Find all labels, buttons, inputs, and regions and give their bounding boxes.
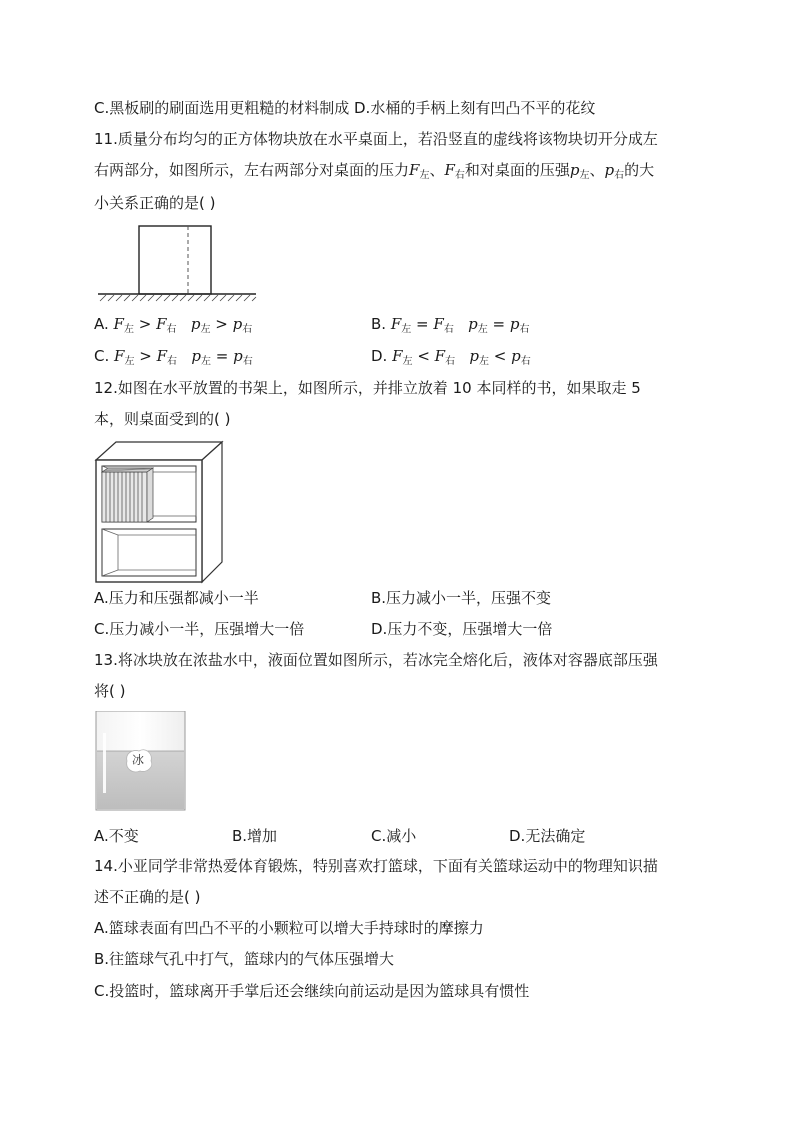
q14-option-b[interactable]: B.往篮球气孔中打气，篮球内的气体压强增大 <box>94 950 395 968</box>
cube-block <box>139 226 211 294</box>
q11-stem-line1: 11.质量分布均匀的正方体物块放在水平桌面上，若沿竖直的虚线将该物块切开分成左 <box>94 130 658 148</box>
q13-stem-line1: 13.将冰块放在浓盐水中，液面位置如图所示，若冰完全熔化后，液体对容器底部压强 <box>94 651 658 669</box>
bookshelf-figure <box>94 438 224 584</box>
q14-option-c[interactable]: C.投篮时，篮球离开手掌后还会继续向前运动是因为篮球具有惯性 <box>94 982 530 1000</box>
ice-in-brine-figure <box>95 711 186 811</box>
q11-option-b[interactable]: B. $F_左 = F_右$ $p_左 = p_右$ <box>371 315 530 335</box>
q13-option-b[interactable]: B.增加 <box>232 827 278 845</box>
q13-stem-line2: 将( ) <box>94 682 126 700</box>
q11-stem-line3: 小关系正确的是( ) <box>94 194 216 212</box>
q14-option-a[interactable]: A.篮球表面有凹凸不平的小颗粒可以增大手持球时的摩擦力 <box>94 919 484 937</box>
cube-on-table-figure <box>94 222 264 302</box>
q11-stem-line2: 右两部分，如图所示，左右两部分对桌面的压力$F_左$、$F_右$和对桌面的压强$p_左$、$p_右$的大 <box>94 161 655 181</box>
shelf-top <box>96 442 222 460</box>
q12-stem-line1: 12.如图在水平放置的书架上，如图所示，并排立放着 10 本同样的书，如果取走 5 <box>94 379 641 397</box>
ice-label: 冰 <box>132 753 145 767</box>
q11-option-a[interactable]: A. $F_左 > F_右$ $p_左 > p_右$ <box>94 315 253 335</box>
q10-options-cd: C.黑板刷的刷面选用更粗糙的材料制成 D.水桶的手柄上刻有凹凸不平的花纹 <box>94 99 596 117</box>
glass-highlight <box>103 733 106 793</box>
shelf-side <box>202 442 222 582</box>
q13-option-d[interactable]: D.无法确定 <box>509 827 586 845</box>
q11-option-d[interactable]: D. $F_左 < F_右$ $p_左 < p_右$ <box>371 347 531 367</box>
q12-option-c[interactable]: C.压力减小一半，压强增大一倍 <box>94 620 305 638</box>
q12-option-d[interactable]: D.压力不变，压强增大一倍 <box>371 620 553 638</box>
q12-option-b[interactable]: B.压力减小一半，压强不变 <box>371 589 552 607</box>
books-row <box>102 468 153 522</box>
q11-option-c[interactable]: C. $F_左 > F_右$ $p_左 = p_右$ <box>94 347 253 367</box>
q12-stem-line2: 本，则桌面受到的( ) <box>94 410 231 428</box>
q13-option-c[interactable]: C.减小 <box>371 827 417 845</box>
lower-compartment <box>102 529 196 576</box>
q13-option-a[interactable]: A.不变 <box>94 827 139 845</box>
q12-option-a[interactable]: A.压力和压强都减小一半 <box>94 589 259 607</box>
q14-stem-line2: 述不正确的是( ) <box>94 888 201 906</box>
table-hatching <box>100 295 256 301</box>
q14-stem-line1: 14.小亚同学非常热爱体育锻炼，特别喜欢打篮球，下面有关篮球运动中的物理知识描 <box>94 857 658 875</box>
